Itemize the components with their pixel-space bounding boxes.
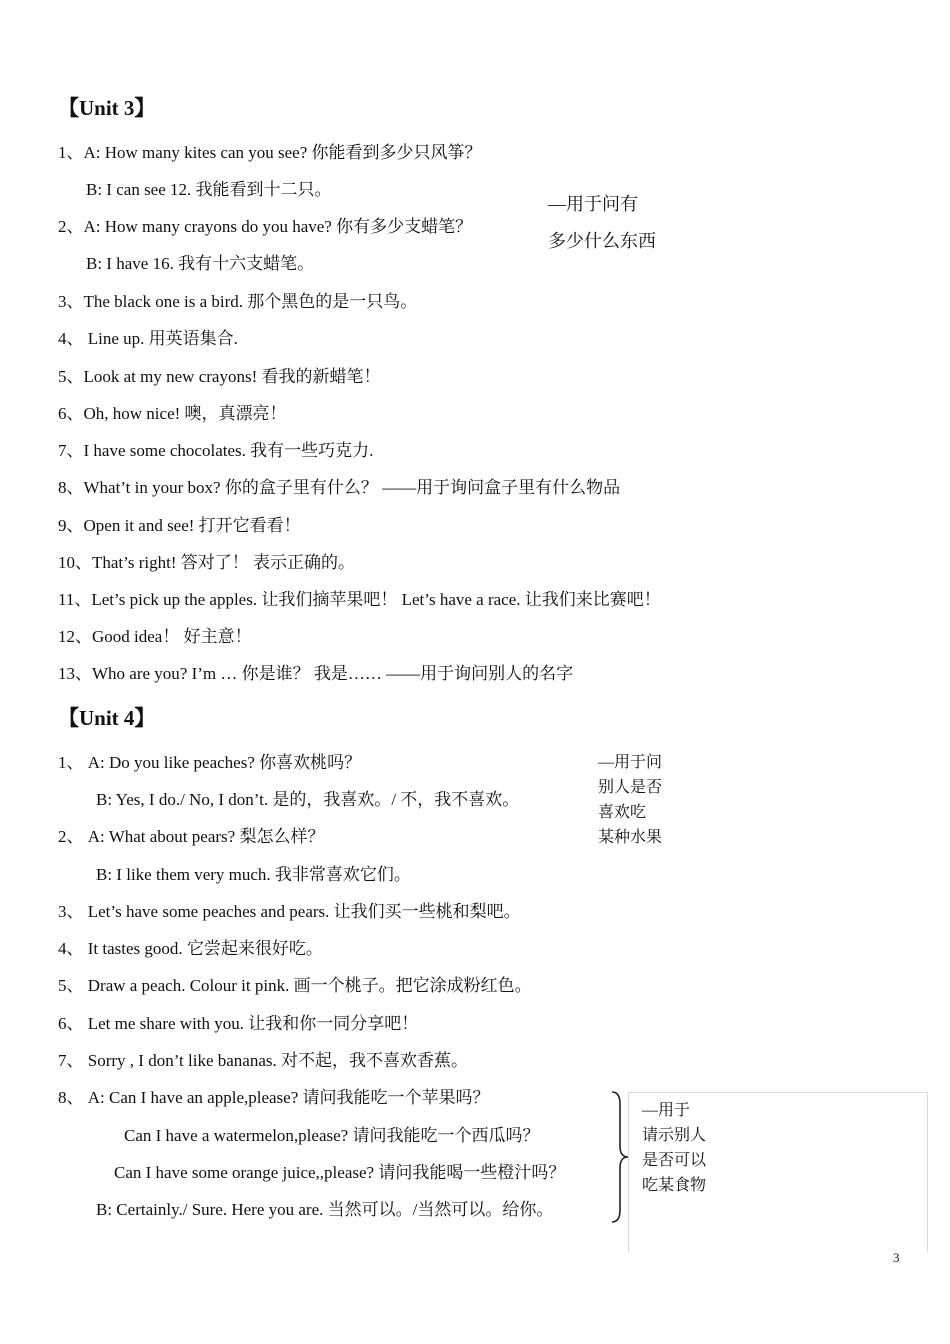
unit3-line-11: 11、Let’s pick up the apples. 让我们摘苹果吧！ Let’s have a race. 让我们来比赛吧！ xyxy=(58,590,661,609)
unit3-line-8: 8、What’t in your box? 你的盒子里有什么？ ——用于询问盒子里有什么物品 xyxy=(58,478,621,497)
unit4-line-8d: B: Certainly./ Sure. Here you are. 当然可以。/当然可以。给你。 xyxy=(96,1200,554,1219)
unit4-line-3: 3、 Let’s have some peaches and pears. 让我们买一些桃和梨吧。 xyxy=(58,902,521,921)
unit4-heading: 【Unit 4】 xyxy=(58,706,156,730)
unit4-line-8: 8、 A: Can I have an apple,please? 请问我能吃一个苹果吗？ xyxy=(58,1088,490,1107)
curly-brace-icon xyxy=(608,1090,630,1224)
unit3-line-3: 3、The black one is a bird. 那个黑色的是一只鸟。 xyxy=(58,292,418,311)
unit3-line-6: 6、Oh, how nice! 噢，真漂亮！ xyxy=(58,404,287,423)
unit3-line-13: 13、Who are you? I’m … 你是谁？ 我是…… ——用于询问别人的名字 xyxy=(58,664,574,683)
unit4-note1-line-3: 喜欢吃 xyxy=(598,804,647,821)
unit3-line-10: 10、That’s right! 答对了！ 表示正确的。 xyxy=(58,553,356,572)
unit4-line-7: 7、 Sorry , I don’t like bananas. 对不起，我不喜欢香蕉。 xyxy=(58,1051,469,1070)
note-box-top xyxy=(628,1092,928,1093)
unit3-line-2b: B: I have 16. 我有十六支蜡笔。 xyxy=(86,254,315,273)
unit4-note1-line-4: 某种水果 xyxy=(598,829,663,846)
unit3-line-12: 12、Good idea！ 好主意！ xyxy=(58,627,252,646)
unit4-line-5: 5、 Draw a peach. Colour it pink. 画一个桃子。把它涂成粉红色。 xyxy=(58,976,532,995)
unit4-note2-line-4: 吃某食物 xyxy=(642,1177,707,1194)
unit4-note2-line-2: 请示别人 xyxy=(642,1127,707,1144)
unit3-note-line-1: —用于问有 xyxy=(548,194,638,214)
unit4-line-1b: B: Yes, I do./ No, I don’t. 是的，我喜欢。/ 不，我不喜欢。 xyxy=(96,790,520,809)
unit3-note-line-2: 多少什么东西 xyxy=(548,231,656,251)
unit4-note-1 xyxy=(598,750,662,850)
unit4-note1-line-1: —用于问 xyxy=(598,754,663,771)
unit4-note2-line-3: 是否可以 xyxy=(642,1152,707,1169)
unit4-line-4: 4、 It tastes good. 它尝起来很好吃。 xyxy=(58,939,323,958)
unit3-heading: 【Unit 3】 xyxy=(58,96,156,120)
note-box-right xyxy=(927,1092,928,1252)
unit3-line-5: 5、Look at my new crayons! 看我的新蜡笔！ xyxy=(58,367,381,386)
unit4-note-2 xyxy=(642,1098,706,1198)
unit3-line-1b: B: I can see 12. 我能看到十二只。 xyxy=(86,180,332,199)
unit3-line-4: 4、 Line up. 用英语集合. xyxy=(58,329,238,348)
unit4-line-1: 1、 A: Do you like peaches? 你喜欢桃吗？ xyxy=(58,753,362,772)
unit3-line-9: 9、Open it and see! 打开它看看！ xyxy=(58,516,301,535)
unit3-line-2: 2、A: How many crayons do you have? 你有多少支蜡笔？ xyxy=(58,217,473,236)
unit4-note1-line-2: 别人是否 xyxy=(598,779,663,796)
unit3-note xyxy=(548,186,656,260)
unit4-line-6: 6、 Let me share with you. 让我和你一同分享吧！ xyxy=(58,1014,419,1033)
unit4-line-2: 2、 A: What about pears? 梨怎么样？ xyxy=(58,827,325,846)
page-number: 3 xyxy=(893,1250,900,1265)
unit3-line-7: 7、I have some chocolates. 我有一些巧克力. xyxy=(58,441,374,460)
unit4-line-8c: Can I have some orange juice,,please? 请问我能喝一些橙汁吗？ xyxy=(114,1163,566,1182)
unit4-line-8b: Can I have a watermelon,please? 请问我能吃一个西瓜吗？ xyxy=(124,1126,540,1145)
unit4-note2-line-1: —用于 xyxy=(642,1102,691,1119)
unit3-line-1: 1、A: How many kites can you see? 你能看到多少只风筝？ xyxy=(58,143,482,162)
unit4-line-2b: B: I like them very much. 我非常喜欢它们。 xyxy=(96,865,411,884)
